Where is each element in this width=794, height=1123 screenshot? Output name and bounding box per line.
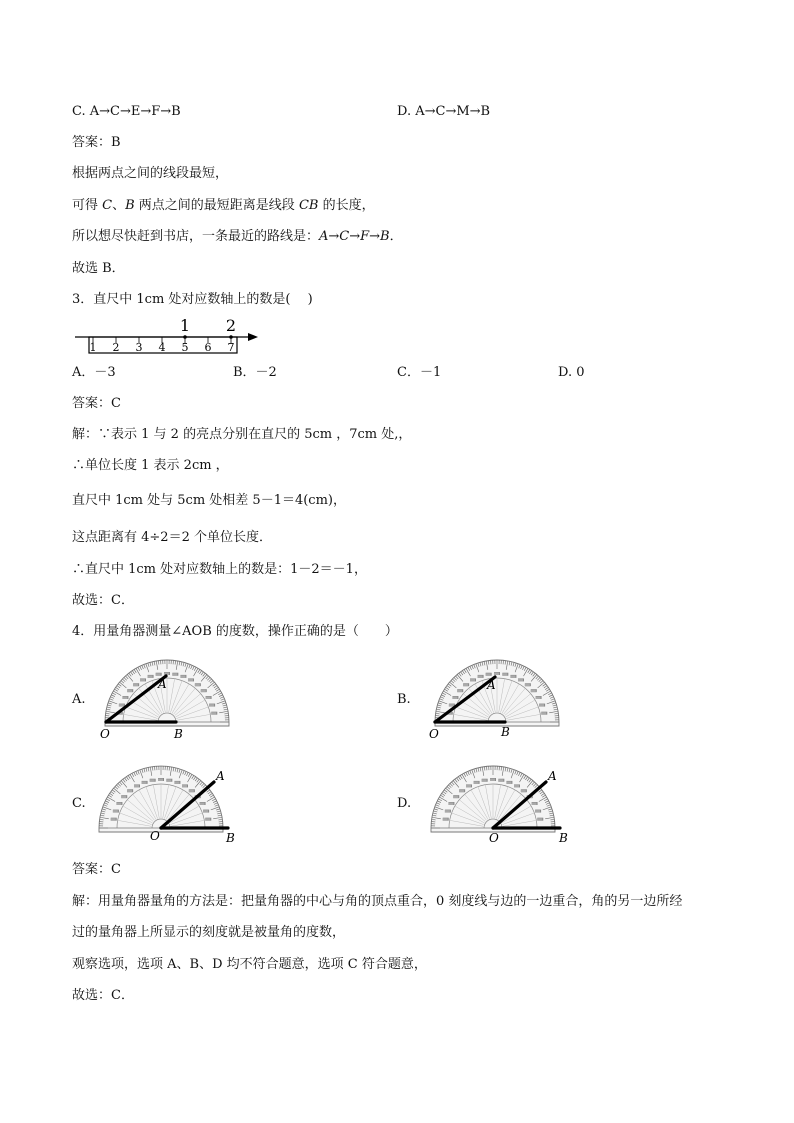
answer-q3: 答案：C xyxy=(72,396,121,411)
ruler-label: 3 xyxy=(135,341,143,354)
solution-line: 过的量角器上所显示的刻度就是被量角的度数， xyxy=(72,925,346,940)
solution-line: 观察选项，选项 A、B、D 均不符合题意，选项 C 符合题意， xyxy=(72,957,427,972)
question-4: 4．用量角器测量∠AOB 的度数，操作正确的是（ ） xyxy=(72,624,398,639)
protractor xyxy=(435,660,559,726)
vertex-o-label: O xyxy=(429,727,439,741)
protractor-figure-c xyxy=(92,758,252,848)
protractor-figure-b xyxy=(417,652,567,742)
solution-line xyxy=(72,197,375,215)
point-a-label: A xyxy=(487,678,496,692)
ruler-label: 6 xyxy=(204,341,212,354)
text-run: 的长度， xyxy=(318,198,375,213)
text-run: ． xyxy=(389,229,403,244)
point-a-label: A xyxy=(158,677,167,691)
option-c: C．－1 xyxy=(397,365,442,380)
option-a-label: A. xyxy=(72,692,86,707)
conclusion: 故选：C． xyxy=(72,988,134,1003)
protractor xyxy=(431,766,555,832)
point-a-label: A xyxy=(548,769,557,783)
option-d-label: D. xyxy=(397,796,412,811)
solution-line: ∴直尺中 1cm 处对应数轴上的数是：1－2＝－1， xyxy=(72,562,367,577)
text-run: 两点之间的最短距离是线段 xyxy=(134,198,299,213)
vertex-o-label: O xyxy=(489,831,499,845)
ruler-label: 5 xyxy=(181,341,189,354)
point-c: C xyxy=(102,198,113,213)
solution-line: 根据两点之间的线段最短， xyxy=(72,166,229,181)
protractor xyxy=(105,660,229,726)
ruler-label: 4 xyxy=(158,341,166,354)
ruler-number-line-figure xyxy=(72,312,262,356)
answer-q2: 答案：B xyxy=(72,135,121,150)
protractor-figure-a xyxy=(92,652,242,742)
route: A→C→F→B xyxy=(319,229,390,244)
ruler-label: 1 xyxy=(89,341,97,354)
option-d: D. A→C→M→B xyxy=(397,104,491,119)
axis-label: 1 xyxy=(179,316,191,335)
axis-label: 2 xyxy=(225,316,237,335)
segment-cb: CB xyxy=(298,198,319,213)
solution-line: ∴单位长度 1 表示 2cm ， xyxy=(72,458,229,473)
solution-line: 解：∵表示 1 与 2 的亮点分别在直尺的 5cm ，7cm 处,， xyxy=(72,427,412,442)
solution-line: 解：用量角器量角的方法是：把量角器的中心与角的顶点重合，0 刻度线与边的一边重合，角的另一边所经 xyxy=(72,894,683,909)
option-d: D. 0 xyxy=(558,365,585,380)
solution-line xyxy=(72,228,403,246)
text-run: 可得 xyxy=(72,198,103,213)
option-c: C. A→C→E→F→B xyxy=(72,104,181,119)
protractor-figure-d xyxy=(417,758,577,848)
vertex-o-label: O xyxy=(100,727,110,741)
option-b: B．－2 xyxy=(233,365,277,380)
point-b: B xyxy=(125,198,135,213)
conclusion: 故选：C． xyxy=(72,593,134,608)
protractor xyxy=(99,766,223,832)
text-run: 所以想尽快赶到书店，一条最近的路线是： xyxy=(72,229,320,244)
option-c-label: C. xyxy=(72,796,86,811)
option-b-label: B. xyxy=(397,692,411,707)
point-b-label: B xyxy=(501,725,510,739)
option-a: A．－3 xyxy=(72,365,116,380)
vertex-o-label: O xyxy=(150,829,160,843)
point-b-label: B xyxy=(559,831,568,845)
point-b-label: B xyxy=(226,831,235,845)
ruler-label: 2 xyxy=(112,341,120,354)
solution-line: 直尺中 1cm 处与 5cm 处相差 5－1＝4(cm)， xyxy=(72,493,346,508)
ruler-label: 7 xyxy=(227,341,235,354)
point-a-label: A xyxy=(216,769,225,783)
answer-q4: 答案：C xyxy=(72,862,121,877)
question-3: 3．直尺中 1cm 处对应数轴上的数是( ) xyxy=(72,292,313,307)
point-b-label: B xyxy=(174,727,183,741)
solution-line: 这点距离有 4÷2＝2 个单位长度． xyxy=(72,530,272,545)
text-run: 、 xyxy=(112,198,126,213)
conclusion: 故选 B． xyxy=(72,261,125,276)
